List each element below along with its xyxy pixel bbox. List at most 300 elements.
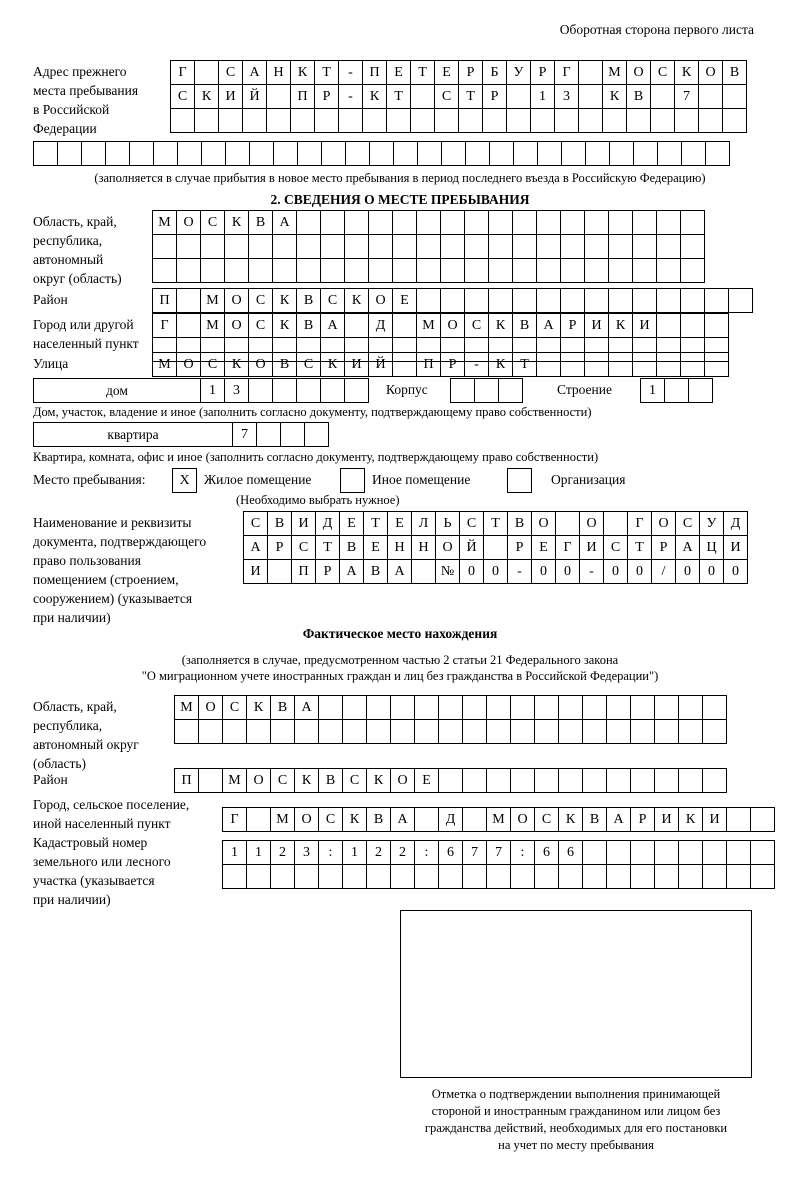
input-cell[interactable] (582, 864, 607, 889)
region-row-3[interactable] (152, 258, 704, 283)
input-cell[interactable] (296, 210, 321, 235)
prev-address-row-4[interactable] (33, 141, 729, 166)
input-cell[interactable] (368, 210, 393, 235)
input-cell[interactable]: О (510, 807, 535, 832)
input-cell[interactable]: М (602, 60, 627, 85)
input-cell[interactable]: П (416, 352, 441, 377)
input-cell[interactable] (176, 258, 201, 283)
input-cell[interactable] (198, 768, 223, 793)
input-cell[interactable]: О (579, 511, 604, 536)
input-cell[interactable] (510, 695, 535, 720)
input-cell[interactable] (534, 695, 559, 720)
prev-address-row-3[interactable] (170, 108, 746, 133)
input-cell[interactable] (272, 234, 297, 259)
input-cell[interactable] (584, 258, 609, 283)
checkbox-zhiloe[interactable]: Х (172, 468, 197, 493)
input-cell[interactable] (390, 695, 415, 720)
input-cell[interactable]: С (170, 84, 195, 109)
input-cell[interactable]: А (675, 535, 700, 560)
input-cell[interactable] (630, 768, 655, 793)
input-cell[interactable]: О (198, 695, 223, 720)
input-cell[interactable]: 0 (627, 559, 652, 584)
input-cell[interactable]: О (390, 768, 415, 793)
input-cell[interactable] (582, 840, 607, 865)
input-cell[interactable] (153, 141, 178, 166)
input-cell[interactable]: В (267, 511, 292, 536)
input-cell[interactable]: 1 (246, 840, 271, 865)
input-cell[interactable]: Е (414, 768, 439, 793)
input-cell[interactable]: Л (411, 511, 436, 536)
input-cell[interactable] (194, 108, 219, 133)
input-cell[interactable] (170, 108, 195, 133)
input-cell[interactable] (537, 141, 562, 166)
input-cell[interactable]: К (488, 352, 513, 377)
input-cell[interactable]: Д (315, 511, 340, 536)
input-cell[interactable]: К (608, 313, 633, 338)
input-cell[interactable] (296, 258, 321, 283)
actual-region-row-2[interactable] (174, 719, 726, 744)
document-row-2[interactable] (243, 535, 747, 560)
input-cell[interactable] (512, 258, 537, 283)
input-cell[interactable] (561, 141, 586, 166)
input-cell[interactable]: В (270, 695, 295, 720)
input-cell[interactable]: 6 (558, 840, 583, 865)
input-cell[interactable]: 7 (674, 84, 699, 109)
input-cell[interactable]: В (339, 535, 364, 560)
input-cell[interactable] (248, 234, 273, 259)
input-cell[interactable]: 3 (554, 84, 579, 109)
input-cell[interactable] (606, 719, 631, 744)
input-cell[interactable]: И (632, 313, 657, 338)
input-cell[interactable] (57, 141, 82, 166)
input-cell[interactable] (510, 719, 535, 744)
input-cell[interactable] (530, 108, 555, 133)
input-cell[interactable] (368, 234, 393, 259)
input-cell[interactable]: В (507, 511, 532, 536)
input-cell[interactable] (462, 695, 487, 720)
input-cell[interactable] (414, 719, 439, 744)
input-cell[interactable] (224, 258, 249, 283)
input-cell[interactable]: 0 (603, 559, 628, 584)
input-cell[interactable] (297, 141, 322, 166)
input-cell[interactable] (704, 352, 729, 377)
input-cell[interactable]: М (174, 695, 199, 720)
input-cell[interactable]: К (272, 313, 297, 338)
input-cell[interactable]: В (722, 60, 747, 85)
input-cell[interactable]: С (270, 768, 295, 793)
input-cell[interactable] (678, 864, 703, 889)
input-cell[interactable]: И (218, 84, 243, 109)
input-cell[interactable] (344, 258, 369, 283)
input-cell[interactable] (440, 288, 465, 313)
input-cell[interactable] (560, 288, 585, 313)
input-cell[interactable]: : (414, 840, 439, 865)
input-cell[interactable] (702, 695, 727, 720)
input-cell[interactable]: С (200, 210, 225, 235)
input-cell[interactable]: С (434, 84, 459, 109)
input-cell[interactable] (416, 234, 441, 259)
input-cell[interactable]: С (222, 695, 247, 720)
input-cell[interactable] (582, 719, 607, 744)
input-cell[interactable] (318, 695, 343, 720)
input-cell[interactable] (273, 141, 298, 166)
input-cell[interactable] (338, 108, 363, 133)
input-cell[interactable]: 0 (459, 559, 484, 584)
input-cell[interactable] (318, 864, 343, 889)
input-cell[interactable] (280, 422, 305, 447)
input-cell[interactable]: Й (459, 535, 484, 560)
input-cell[interactable] (678, 768, 703, 793)
input-cell[interactable]: И (579, 535, 604, 560)
input-cell[interactable] (506, 84, 531, 109)
input-cell[interactable]: С (650, 60, 675, 85)
input-cell[interactable]: А (294, 695, 319, 720)
input-cell[interactable]: А (606, 807, 631, 832)
input-cell[interactable] (488, 234, 513, 259)
input-cell[interactable] (414, 864, 439, 889)
input-cell[interactable]: Г (152, 313, 177, 338)
input-cell[interactable] (656, 313, 681, 338)
region-row-1[interactable] (152, 210, 704, 235)
input-cell[interactable]: И (702, 807, 727, 832)
input-cell[interactable] (200, 258, 225, 283)
input-cell[interactable] (410, 108, 435, 133)
input-cell[interactable] (320, 234, 345, 259)
input-cell[interactable] (654, 768, 679, 793)
input-cell[interactable]: С (318, 807, 343, 832)
input-cell[interactable]: К (194, 84, 219, 109)
input-cell[interactable] (486, 768, 511, 793)
input-cell[interactable] (416, 210, 441, 235)
input-cell[interactable]: 0 (699, 559, 724, 584)
input-cell[interactable]: В (272, 352, 297, 377)
input-cell[interactable] (344, 210, 369, 235)
input-cell[interactable] (440, 234, 465, 259)
input-cell[interactable] (392, 313, 417, 338)
input-cell[interactable] (609, 141, 634, 166)
input-cell[interactable] (486, 695, 511, 720)
input-cell[interactable]: 7 (486, 840, 511, 865)
input-cell[interactable]: С (675, 511, 700, 536)
input-cell[interactable] (558, 695, 583, 720)
input-cell[interactable]: М (200, 288, 225, 313)
input-cell[interactable] (272, 258, 297, 283)
input-cell[interactable] (722, 108, 747, 133)
input-cell[interactable]: О (531, 511, 556, 536)
input-cell[interactable] (654, 719, 679, 744)
input-cell[interactable] (608, 288, 633, 313)
input-cell[interactable] (482, 108, 507, 133)
input-cell[interactable] (702, 719, 727, 744)
input-cell[interactable]: Т (483, 511, 508, 536)
input-cell[interactable] (726, 840, 751, 865)
input-cell[interactable] (606, 864, 631, 889)
input-cell[interactable] (390, 719, 415, 744)
input-cell[interactable]: - (338, 84, 363, 109)
input-cell[interactable] (650, 108, 675, 133)
input-cell[interactable] (296, 378, 321, 403)
input-cell[interactable] (194, 60, 219, 85)
input-cell[interactable]: Т (627, 535, 652, 560)
input-cell[interactable] (410, 84, 435, 109)
input-cell[interactable]: Д (438, 807, 463, 832)
street-row[interactable] (152, 352, 728, 377)
input-cell[interactable]: О (224, 288, 249, 313)
input-cell[interactable] (536, 352, 561, 377)
input-cell[interactable] (680, 313, 705, 338)
input-cell[interactable] (681, 141, 706, 166)
input-cell[interactable] (488, 210, 513, 235)
input-cell[interactable]: В (248, 210, 273, 235)
input-cell[interactable] (680, 288, 705, 313)
input-cell[interactable] (416, 288, 441, 313)
input-cell[interactable]: 0 (723, 559, 748, 584)
input-cell[interactable]: А (390, 807, 415, 832)
input-cell[interactable]: К (224, 210, 249, 235)
input-cell[interactable] (176, 234, 201, 259)
input-cell[interactable]: Р (560, 313, 585, 338)
input-cell[interactable]: К (602, 84, 627, 109)
input-cell[interactable]: С (243, 511, 268, 536)
input-cell[interactable] (606, 695, 631, 720)
input-cell[interactable] (512, 210, 537, 235)
input-cell[interactable] (654, 695, 679, 720)
input-cell[interactable] (464, 210, 489, 235)
input-cell[interactable] (656, 352, 681, 377)
input-cell[interactable] (632, 258, 657, 283)
input-cell[interactable] (632, 352, 657, 377)
input-cell[interactable]: Н (266, 60, 291, 85)
input-cell[interactable] (440, 258, 465, 283)
input-cell[interactable] (294, 719, 319, 744)
input-cell[interactable]: Р (440, 352, 465, 377)
input-cell[interactable] (498, 378, 523, 403)
input-cell[interactable] (392, 352, 417, 377)
input-cell[interactable]: 1 (200, 378, 225, 403)
input-cell[interactable]: : (510, 840, 535, 865)
input-cell[interactable] (464, 258, 489, 283)
input-cell[interactable] (680, 258, 705, 283)
input-cell[interactable] (342, 719, 367, 744)
input-cell[interactable] (174, 719, 199, 744)
input-cell[interactable] (678, 840, 703, 865)
input-cell[interactable]: - (579, 559, 604, 584)
input-cell[interactable] (177, 141, 202, 166)
input-cell[interactable] (440, 210, 465, 235)
input-cell[interactable] (386, 108, 411, 133)
input-cell[interactable] (266, 84, 291, 109)
input-cell[interactable] (674, 108, 699, 133)
input-cell[interactable]: В (318, 768, 343, 793)
input-cell[interactable]: Д (723, 511, 748, 536)
input-cell[interactable]: К (272, 288, 297, 313)
input-cell[interactable] (222, 719, 247, 744)
input-cell[interactable] (304, 422, 329, 447)
input-cell[interactable] (441, 141, 466, 166)
input-cell[interactable]: В (296, 313, 321, 338)
input-cell[interactable]: С (248, 288, 273, 313)
input-cell[interactable] (392, 210, 417, 235)
input-cell[interactable]: Р (651, 535, 676, 560)
input-cell[interactable]: А (339, 559, 364, 584)
input-cell[interactable]: Г (554, 60, 579, 85)
cadastral-row-2[interactable] (222, 864, 774, 889)
input-cell[interactable] (578, 108, 603, 133)
input-cell[interactable]: Й (242, 84, 267, 109)
input-cell[interactable]: С (218, 60, 243, 85)
input-cell[interactable]: С (320, 288, 345, 313)
input-cell[interactable]: И (584, 313, 609, 338)
input-cell[interactable] (270, 864, 295, 889)
input-cell[interactable]: П (174, 768, 199, 793)
input-cell[interactable] (465, 141, 490, 166)
input-cell[interactable] (176, 313, 201, 338)
input-cell[interactable] (582, 768, 607, 793)
input-cell[interactable]: О (698, 60, 723, 85)
input-cell[interactable] (702, 768, 727, 793)
input-cell[interactable] (417, 141, 442, 166)
input-cell[interactable] (506, 108, 531, 133)
input-cell[interactable] (345, 141, 370, 166)
input-cell[interactable]: М (222, 768, 247, 793)
input-cell[interactable] (656, 288, 681, 313)
input-cell[interactable] (256, 422, 281, 447)
input-cell[interactable] (584, 288, 609, 313)
input-cell[interactable]: 2 (366, 840, 391, 865)
input-cell[interactable] (366, 719, 391, 744)
input-cell[interactable] (218, 108, 243, 133)
input-cell[interactable]: - (464, 352, 489, 377)
input-cell[interactable] (536, 258, 561, 283)
input-cell[interactable] (201, 141, 226, 166)
actual-district-row[interactable] (174, 768, 726, 793)
input-cell[interactable]: Р (482, 84, 507, 109)
input-cell[interactable] (462, 807, 487, 832)
input-cell[interactable]: Т (410, 60, 435, 85)
input-cell[interactable]: П (291, 559, 316, 584)
input-cell[interactable] (606, 768, 631, 793)
input-cell[interactable]: А (387, 559, 412, 584)
input-cell[interactable] (578, 84, 603, 109)
input-cell[interactable] (416, 258, 441, 283)
input-cell[interactable]: В (296, 288, 321, 313)
input-cell[interactable] (152, 258, 177, 283)
prev-address-row-1[interactable] (170, 60, 746, 85)
input-cell[interactable] (630, 840, 655, 865)
input-cell[interactable] (488, 288, 513, 313)
korpus-cells[interactable] (450, 378, 522, 403)
input-cell[interactable] (362, 108, 387, 133)
input-cell[interactable]: Р (267, 535, 292, 560)
input-cell[interactable] (438, 719, 463, 744)
input-cell[interactable]: Р (458, 60, 483, 85)
input-cell[interactable] (462, 768, 487, 793)
input-cell[interactable]: К (320, 352, 345, 377)
input-cell[interactable]: 2 (270, 840, 295, 865)
input-cell[interactable]: К (488, 313, 513, 338)
input-cell[interactable] (342, 864, 367, 889)
input-cell[interactable] (728, 288, 753, 313)
input-cell[interactable]: О (246, 768, 271, 793)
input-cell[interactable] (584, 234, 609, 259)
input-cell[interactable] (434, 108, 459, 133)
input-cell[interactable] (369, 141, 394, 166)
input-cell[interactable]: С (534, 807, 559, 832)
input-cell[interactable]: А (536, 313, 561, 338)
input-cell[interactable] (656, 234, 681, 259)
input-cell[interactable] (105, 141, 130, 166)
stroenie-cells[interactable] (640, 378, 712, 403)
input-cell[interactable]: С (464, 313, 489, 338)
input-cell[interactable] (224, 234, 249, 259)
input-cell[interactable] (555, 511, 580, 536)
input-cell[interactable] (554, 108, 579, 133)
input-cell[interactable]: У (506, 60, 531, 85)
input-cell[interactable] (266, 108, 291, 133)
input-cell[interactable] (290, 108, 315, 133)
input-cell[interactable]: Д (368, 313, 393, 338)
input-cell[interactable] (320, 378, 345, 403)
input-cell[interactable] (225, 141, 250, 166)
input-cell[interactable] (536, 234, 561, 259)
input-cell[interactable]: Н (387, 535, 412, 560)
input-cell[interactable]: Й (368, 352, 393, 377)
input-cell[interactable] (698, 84, 723, 109)
input-cell[interactable]: Т (315, 535, 340, 560)
input-cell[interactable] (654, 864, 679, 889)
input-cell[interactable] (510, 768, 535, 793)
input-cell[interactable]: П (290, 84, 315, 109)
input-cell[interactable] (704, 288, 729, 313)
input-cell[interactable]: Т (363, 511, 388, 536)
input-cell[interactable] (314, 108, 339, 133)
input-cell[interactable] (630, 695, 655, 720)
input-cell[interactable]: О (435, 535, 460, 560)
input-cell[interactable] (657, 141, 682, 166)
input-cell[interactable]: С (200, 352, 225, 377)
input-cell[interactable] (750, 840, 775, 865)
input-cell[interactable] (603, 511, 628, 536)
input-cell[interactable] (200, 234, 225, 259)
input-cell[interactable] (608, 234, 633, 259)
input-cell[interactable] (558, 864, 583, 889)
input-cell[interactable] (366, 864, 391, 889)
input-cell[interactable] (438, 768, 463, 793)
input-cell[interactable] (344, 313, 369, 338)
input-cell[interactable]: К (246, 695, 271, 720)
input-cell[interactable] (411, 559, 436, 584)
input-cell[interactable] (488, 258, 513, 283)
input-cell[interactable] (510, 864, 535, 889)
input-cell[interactable]: К (366, 768, 391, 793)
input-cell[interactable]: О (651, 511, 676, 536)
input-cell[interactable] (81, 141, 106, 166)
input-cell[interactable]: Г (222, 807, 247, 832)
input-cell[interactable] (344, 234, 369, 259)
input-cell[interactable]: О (626, 60, 651, 85)
input-cell[interactable]: Т (314, 60, 339, 85)
input-cell[interactable] (368, 258, 393, 283)
input-cell[interactable] (464, 234, 489, 259)
input-cell[interactable] (248, 378, 273, 403)
input-cell[interactable] (584, 210, 609, 235)
input-cell[interactable] (650, 84, 675, 109)
input-cell[interactable]: Е (387, 511, 412, 536)
input-cell[interactable]: 2 (390, 840, 415, 865)
input-cell[interactable] (318, 719, 343, 744)
input-cell[interactable] (296, 234, 321, 259)
input-cell[interactable] (654, 840, 679, 865)
